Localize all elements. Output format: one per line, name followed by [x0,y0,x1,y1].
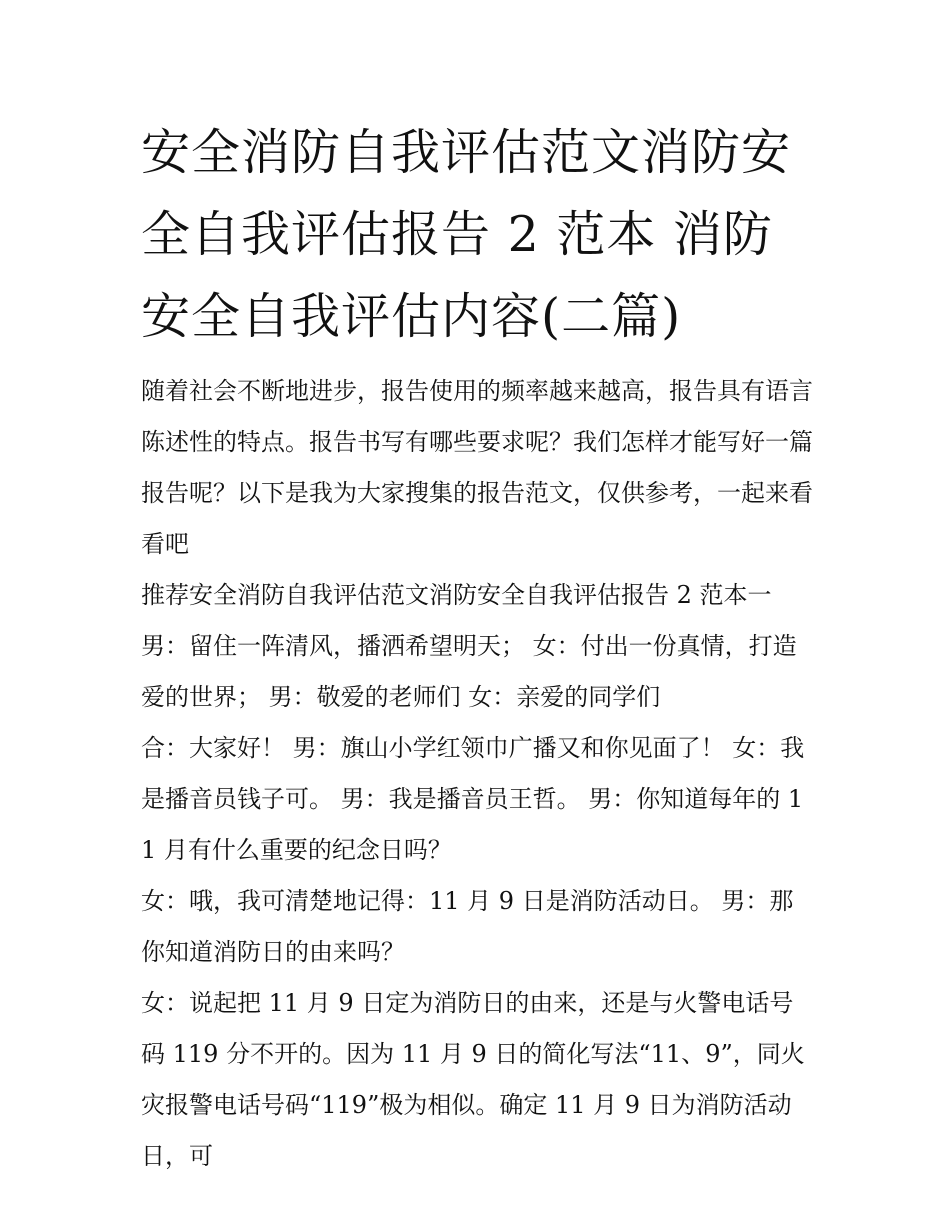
document-body [141,366,813,1182]
paragraph-origin: 女：说起把 11 月 9 日定为消防日的由来，还是与火警电话号码 119 分不开的。因为 11 月 9 日的简化写法“11、9”，同火灾报警电话号码“119”极为相似。确定 11 月 9 日为消防活动日，可 [141,989,805,1170]
paragraph-fire-day: 女：哦，我可清楚地记得：11 月 9 日是消防活动日。 男：那你知道消防日的由来吗？ [141,887,794,966]
paragraph-heading: 推荐安全消防自我评估范文消防安全自我评估报告 2 范本一 [141,581,772,609]
paragraph-opening: 男：留住一阵清风，播洒希望明天； 女：付出一份真情，打造爱的世界； 男：敬爱的老师们 女：亲爱的同学们 [141,632,797,711]
document-page [141,112,813,1182]
paragraph-intro: 随着社会不断地进步，报告使用的频率越来越高，报告具有语言陈述性的特点。报告书写有哪些要求呢？我们怎样才能写好一篇报告呢？以下是我为大家搜集的报告范文，仅供参考，一起来看看吧 [141,377,813,558]
document-title: 安全消防自我评估范文消防安全自我评估报告 2 范本 消防安全自我评估内容(二篇) [141,124,792,345]
paragraph-greeting: 合：大家好！ 男：旗山小学红领巾广播又和你见面了！ 女：我是播音员钱子可。 男：我是播音员王哲。 男：你知道每年的 11 月有什么重要的纪念日吗？ [141,734,805,864]
